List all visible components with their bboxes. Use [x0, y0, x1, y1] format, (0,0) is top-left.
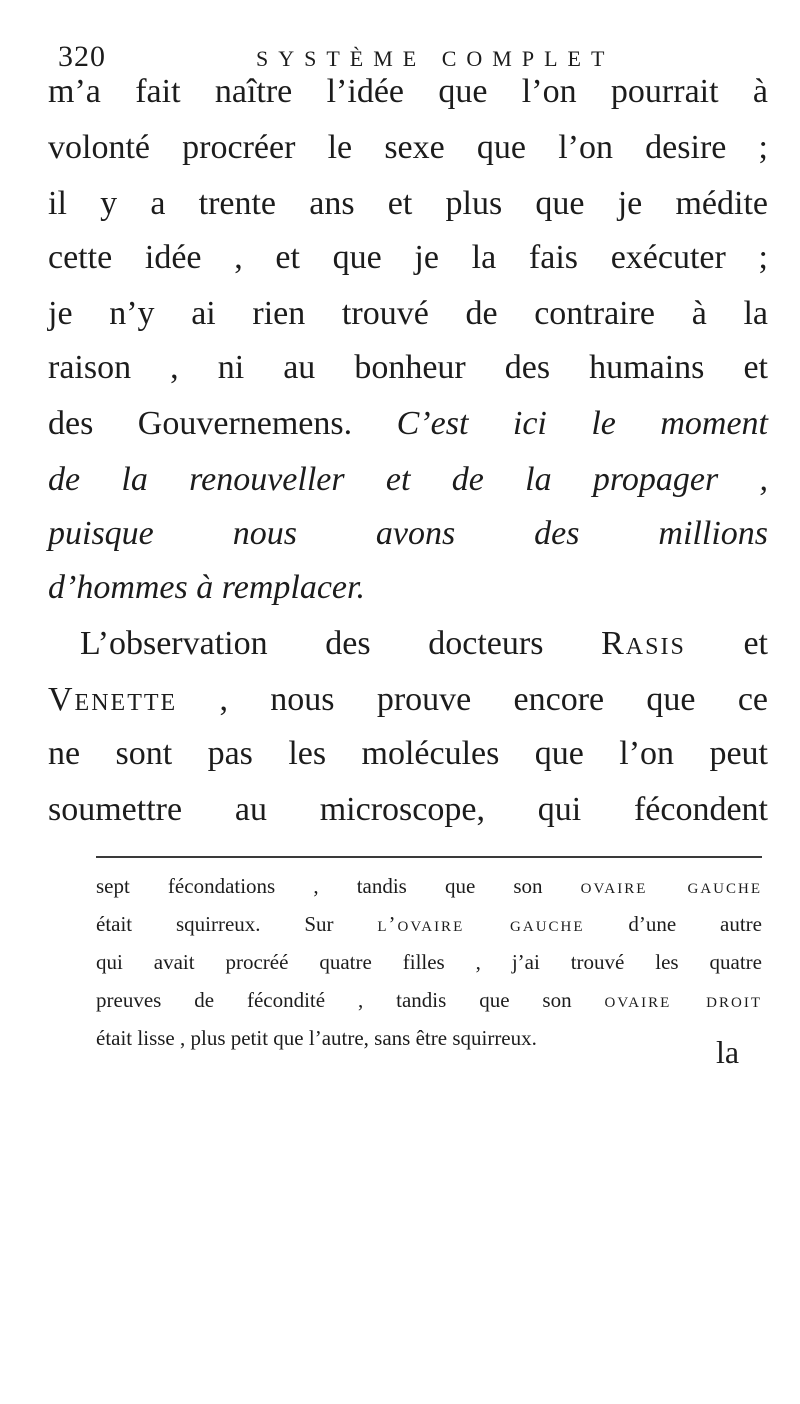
- text-run: était squirreux. Sur: [96, 912, 378, 936]
- italic-run: C’est ici le moment: [396, 405, 769, 442]
- text-line: [48, 460, 768, 500]
- text-run: L’observation des docteurs: [80, 625, 602, 662]
- text-line: m’a fait naître l’idée que l’on pourrait à: [48, 73, 768, 110]
- small-caps-run: ovaire droit: [604, 988, 762, 1012]
- text-line: il y a trente ans et plus que je médite: [48, 185, 768, 222]
- page-number: 320: [58, 40, 106, 73]
- small-caps-run: ovaire gauche: [580, 874, 763, 898]
- text-run: preuves de fécondité , tandis que son: [96, 988, 605, 1012]
- text-line: volonté procréer le sexe que l’on desire ;: [48, 129, 768, 166]
- text-line: [48, 568, 768, 608]
- text-line: ne sont pas les molécules que l’on peut: [48, 735, 768, 772]
- italic-run: puisque nous avons des millions: [48, 515, 768, 552]
- text-run: et: [685, 625, 768, 662]
- text-line: [80, 624, 768, 664]
- author-name: Rasis: [601, 625, 686, 662]
- footnote-line: [96, 872, 762, 900]
- text-line: raison , ni au bonheur des humains et: [48, 349, 768, 386]
- running-title: SYSTÈME COMPLET: [256, 46, 615, 71]
- small-caps-run: l’ovaire gauche: [377, 912, 585, 936]
- footnote-line: qui avait procréé quatre filles , j’ai trouvé les quatre: [96, 950, 762, 974]
- text-line: cette idée , et que je la fais exécuter ;: [48, 239, 768, 276]
- footnote-line: [96, 986, 762, 1014]
- footnote-separator: [96, 856, 762, 858]
- author-name: Venette: [48, 681, 178, 718]
- text-line: [48, 514, 768, 554]
- text-line: soumettre au microscope, qui fécondent: [48, 791, 768, 828]
- italic-run: d’hommes à remplacer.: [48, 569, 365, 606]
- italic-run: de la renouveller et de la propager ,: [48, 461, 768, 498]
- text-run: , nous prouve encore que ce: [177, 681, 768, 718]
- text-run: sept fécondations , tandis que son: [96, 874, 581, 898]
- text-run: d’une autre: [584, 912, 762, 936]
- footnote-line: [96, 910, 762, 938]
- text-line: [48, 404, 768, 444]
- text-line: [48, 680, 768, 720]
- catchword: la: [716, 1034, 740, 1070]
- footnote-line: était lisse , plus petit que l’autre, sans être squirreux.: [96, 1026, 537, 1050]
- text-line: je n’y ai rien trouvé de contraire à la: [48, 295, 768, 332]
- text-run: des Gouvernemens.: [48, 405, 397, 442]
